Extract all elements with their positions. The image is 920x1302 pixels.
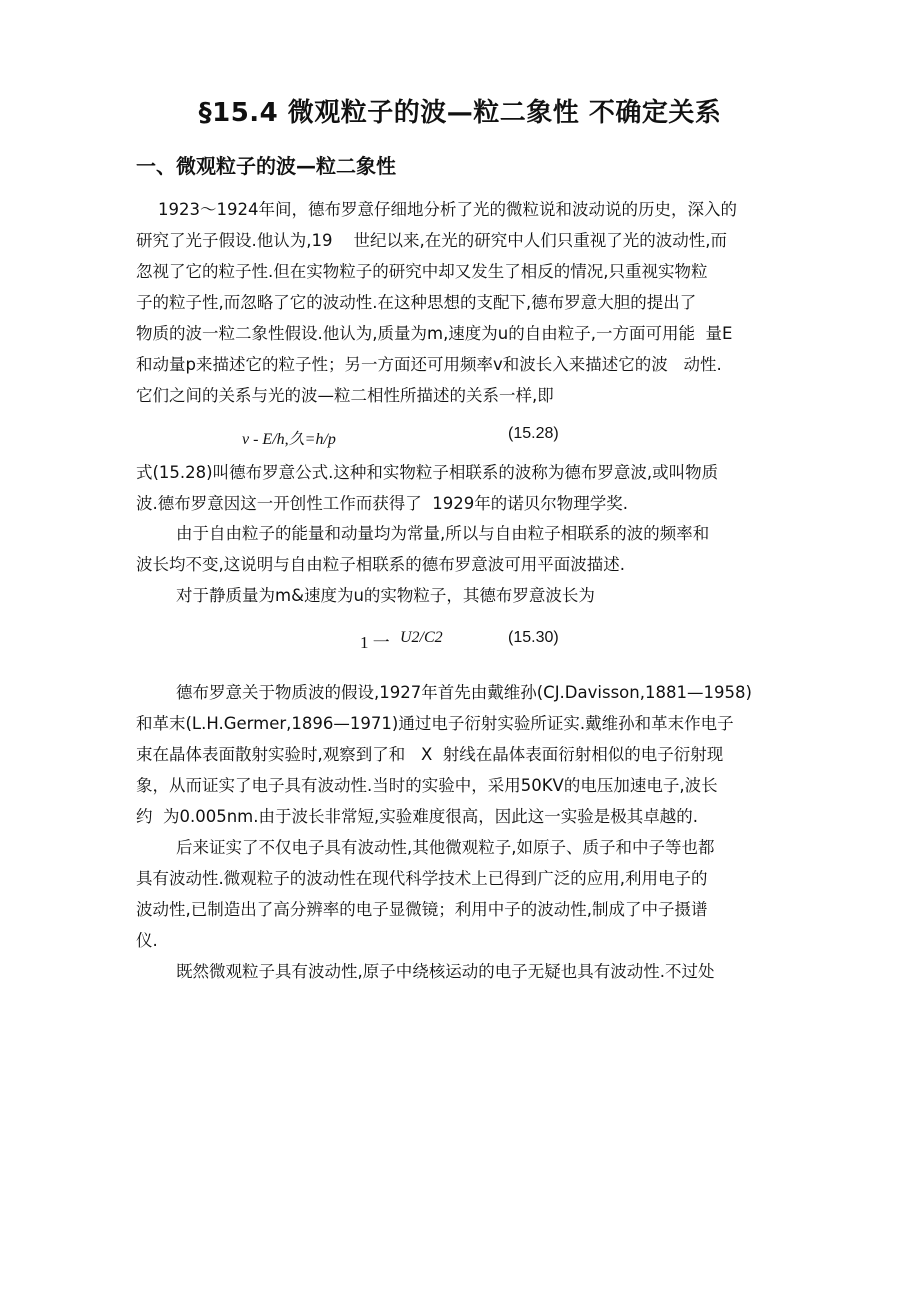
page-title: §15.4 微观粒子的波—粒二象性 不确定关系	[198, 98, 722, 128]
equation-number-15-28: (15.28)	[508, 425, 559, 442]
paragraph-5-line-4: 象，从而证实了电子具有波动性.当时的实验中，采用50KV的电压加速电子,波长	[136, 776, 718, 795]
paragraph-1-line-4: 子的粒子性,而忽略了它的波动性.在这种思想的支配下,德布罗意大胆的提出了	[136, 293, 697, 312]
formula-2-prefix: 1 一	[360, 633, 390, 652]
paragraph-2-line-1: 式(15.28)叫德布罗意公式.这种和实物粒子相联系的波称为德布罗意波,或叫物质	[136, 463, 719, 482]
paragraph-6-line-4: 仪.	[136, 931, 158, 950]
paragraph-6-line-3: 波动性,已制造出了高分辨率的电子显微镜；利用中子的波动性,制成了中子摄谱	[136, 900, 708, 919]
paragraph-1-line-7: 它们之间的关系与光的波—粒二相性所描述的关系一样,即	[136, 386, 554, 405]
paragraph-5-line-3: 束在晶体表面散射实验时,观察到了和 X 射线在晶体表面衍射相似的电子衍射现	[136, 745, 724, 764]
paragraph-5-line-1: 德布罗意关于物质波的假设,1927年首先由戴维孙(CJ.Davisson,1881—1958)	[176, 683, 752, 702]
paragraph-1-line-1: 1923～1924年间，德布罗意仔细地分析了光的微粒说和波动说的历史，深入的	[158, 200, 737, 219]
paragraph-6-line-1: 后来证实了不仅电子具有波动性,其他微观粒子,如原子、质子和中子等也都	[176, 838, 715, 857]
formula-de-broglie: v - E/h,久=h/p	[242, 431, 336, 448]
paragraph-2-line-2: 波.德布罗意因这一开创性工作而获得了 1929年的诺贝尔物理学奖.	[136, 494, 628, 513]
paragraph-7: 既然微观粒子具有波动性,原子中绕核运动的电子无疑也具有波动性.不过处	[176, 962, 715, 981]
equation-number-15-30: (15.30)	[508, 629, 559, 646]
paragraph-5-line-5: 约 为0.005nm.由于波长非常短,实验难度很高，因此这一实验是极其卓越的.	[136, 807, 698, 826]
formula-2-expression: U2/C2	[400, 629, 443, 646]
paragraph-4: 对于静质量为m&速度为u的实物粒子，其德布罗意波长为	[176, 586, 595, 605]
section-heading: 一、微观粒子的波—粒二象性	[136, 154, 396, 178]
paragraph-1-line-5: 物质的波一粒二象性假设.他认为,质量为m,速度为u的自由粒子,一方面可用能 量E	[136, 324, 733, 343]
paragraph-1-line-6: 和动量p来描述它的粒子性；另一方面还可用频率v和波长入来描述它的波 动性.	[136, 355, 722, 374]
paragraph-1-line-3: 忽视了它的粒子性.但在实物粒子的研究中却又发生了相反的情况,只重视实物粒	[136, 262, 708, 281]
paragraph-1-line-2: 研究了光子假设.他认为,19 世纪以来,在光的研究中人们只重视了光的波动性,而	[136, 231, 727, 250]
paragraph-5-line-2: 和革末(L.H.Germer,1896—1971)通过电子衍射实验所证实.戴维孙和革末作电子	[136, 714, 734, 733]
paragraph-3-line-1: 由于自由粒子的能量和动量均为常量,所以与自由粒子相联系的波的频率和	[176, 524, 710, 543]
paragraph-3-line-2: 波长均不变,这说明与自由粒子相联系的德布罗意波可用平面波描述.	[136, 555, 625, 574]
paragraph-6-line-2: 具有波动性.微观粒子的波动性在现代科学技术上已得到广泛的应用,利用电子的	[136, 869, 708, 888]
